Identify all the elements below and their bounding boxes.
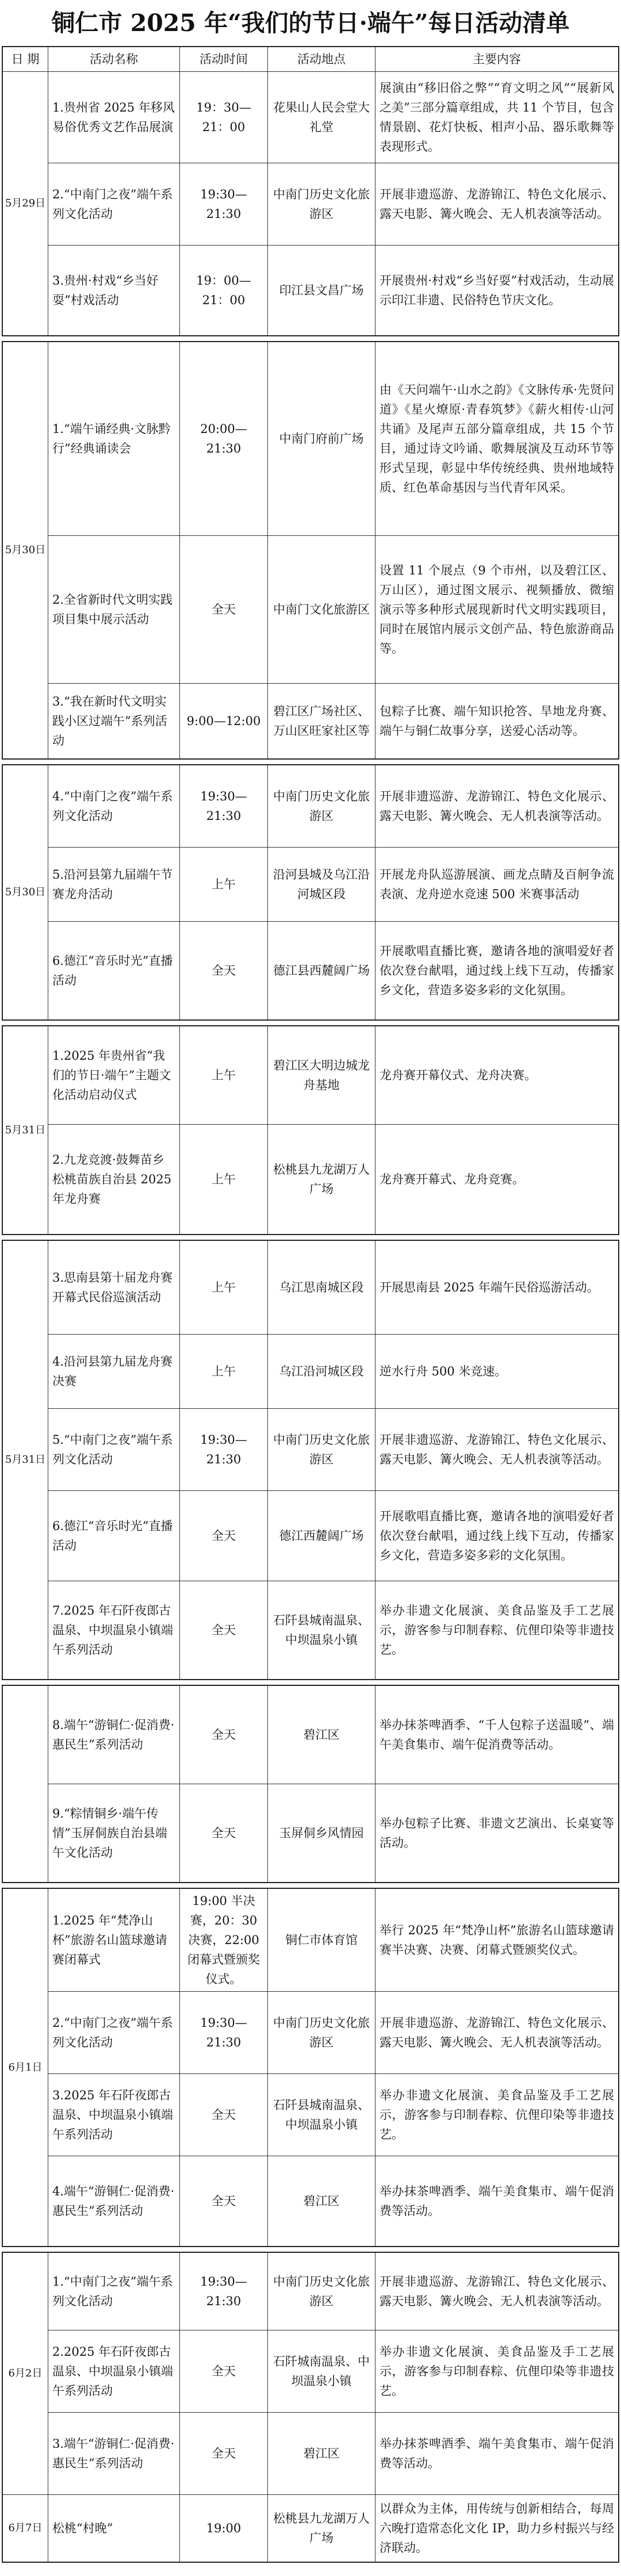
page-title: 铜仁市 2025 年“我们的节日·端午”每日活动清单 bbox=[51, 9, 570, 37]
activity-content-cell: 开展非遗巡游、龙游锦江、特色文化展示、露天电影、篝火晚会、无人机表演等活动。 bbox=[375, 2253, 618, 2330]
activity-time-cell: 19:30—21:30 bbox=[180, 2253, 267, 2330]
activity-time-cell: 全天 bbox=[180, 2156, 267, 2246]
schedule-table-block bbox=[2, 1025, 619, 1235]
activity-location-cell: 松桃县九龙湖万人广场 bbox=[268, 1125, 375, 1234]
activity-name-cell: 2.全省新时代文明实践项目集中展示活动 bbox=[48, 536, 179, 683]
activity-name-cell: 3.贵州·村戏“乡当好耍”村戏活动 bbox=[48, 246, 179, 335]
schedule-table-block bbox=[2, 1685, 619, 1883]
activity-time-cell: 上午 bbox=[180, 1125, 267, 1234]
activity-name-cell: 3.2025 年石阡夜郎古温泉、中坝温泉小镇端午系列活动 bbox=[48, 2074, 179, 2156]
activity-time-cell: 全天 bbox=[180, 2074, 267, 2156]
activity-name-cell: 2.“中南门之夜”端午系列文化活动 bbox=[48, 1992, 179, 2073]
schedule-table-block bbox=[2, 764, 619, 1021]
activity-time-cell: 19:30—21:30 bbox=[180, 1992, 267, 2073]
schedule-table-block bbox=[2, 341, 619, 760]
activity-name-cell: 9.“粽情铜乡·端午传情”玉屏侗族自治县端午文化活动 bbox=[48, 1784, 179, 1882]
activity-content-cell: 举办抹茶啤酒季、端午美食集市、端午促消费等活动。 bbox=[375, 2413, 618, 2494]
activity-location-cell: 碧江区 bbox=[268, 1686, 375, 1784]
activity-location-cell: 碧江区 bbox=[268, 2156, 375, 2246]
activity-name-cell: 1.“中南门之夜”端午系列文化活动 bbox=[48, 2253, 179, 2330]
activity-location-cell: 花果山人民会堂大礼堂 bbox=[268, 72, 375, 163]
activity-location-cell: 中南门府前广场 bbox=[268, 342, 375, 535]
date-cell: 6月2日 bbox=[3, 2253, 48, 2494]
activity-name-cell: 松桃“村晚” bbox=[48, 2495, 179, 2562]
activity-name-cell: 3.“我在新时代文明实践小区过端午”系列活动 bbox=[48, 684, 179, 758]
activity-time-cell: 全天 bbox=[180, 2330, 267, 2412]
activity-time-cell: 全天 bbox=[180, 1581, 267, 1679]
activity-content-cell: 龙舟赛开幕仪式、龙舟决赛。 bbox=[375, 1026, 618, 1124]
activity-name-cell: 4.“中南门之夜”端午系列文化活动 bbox=[48, 765, 179, 847]
activity-content-cell: 举办包粽子比赛、非遗文艺演出、长桌宴等活动。 bbox=[375, 1784, 618, 1882]
activity-location-cell: 碧江区大明边城龙舟基地 bbox=[268, 1026, 375, 1124]
activity-location-cell: 德江西麓阔广场 bbox=[268, 1491, 375, 1581]
activity-location-cell: 德江县西麓阔广场 bbox=[268, 922, 375, 1019]
activity-name-cell: 7.2025 年石阡夜郎古温泉、中坝温泉小镇端午系列活动 bbox=[48, 1581, 179, 1679]
schedule-table-block bbox=[2, 2252, 619, 2563]
activity-content-cell: 展演由“移旧俗之弊”“育文明之风”“展新风之美”三部分篇章组成，共 11 个节目，包含情景剧、花灯快板、相声小品、器乐歌舞等表现形式。 bbox=[375, 72, 618, 163]
activity-name-cell: 2.2025 年石阡夜郎古温泉、中坝温泉小镇端午系列活动 bbox=[48, 2330, 179, 2412]
activity-time-cell: 上午 bbox=[180, 848, 267, 921]
activity-location-cell: 石阡县城南温泉、中坝温泉小镇 bbox=[268, 2074, 375, 2156]
activity-name-cell: 1.贵州省 2025 年移风易俗优秀文艺作品展演 bbox=[48, 72, 179, 163]
date-cell bbox=[3, 1686, 48, 1882]
activity-time-cell: 9:00—12:00 bbox=[180, 684, 267, 758]
activity-name-cell: 3.思南县第十届龙舟赛开幕式民俗巡演活动 bbox=[48, 1241, 179, 1334]
activity-content-cell: 开展非遗巡游、龙游锦江、特色文化展示、露天电影、篝火晚会、无人机表演等活动。 bbox=[375, 765, 618, 847]
activity-time-cell: 全天 bbox=[180, 1491, 267, 1581]
activity-content-cell: 举行 2025 年“梵净山杯”旅游名山篮球邀请赛半决赛、决赛、闭幕式暨颁奖仪式。 bbox=[375, 1889, 618, 1991]
header-date-cell: 日 期 bbox=[3, 47, 48, 71]
activity-time-cell: 19:30—21:30 bbox=[180, 1409, 267, 1490]
activity-content-cell: 举办非遗文化展演、美食品鉴及手工艺展示，游客参与印制春粽、伉俚印染等非遗技艺。 bbox=[375, 1581, 618, 1679]
activity-content-cell: 龙舟赛开幕式、龙舟竞赛。 bbox=[375, 1125, 618, 1234]
activity-location-cell: 石阡城南温泉、中坝温泉小镇 bbox=[268, 2330, 375, 2412]
activity-location-cell: 中南门历史文化旅游区 bbox=[268, 1992, 375, 2073]
activity-content-cell: 设置 11 个展点（9 个市州，以及碧江区、万山区），通过图文展示、视频播放、微缩演示等多种形式展现新时代文明实践项目，同时在展馆内展示文创产品、特色旅游商品等。 bbox=[375, 536, 618, 683]
activity-name-cell: 6.德江“音乐时光”直播活动 bbox=[48, 1491, 179, 1581]
activity-location-cell: 碧江区 bbox=[268, 2413, 375, 2494]
activity-time-cell: 上午 bbox=[180, 1026, 267, 1124]
activity-location-cell: 中南门文化旅游区 bbox=[268, 536, 375, 683]
activity-location-cell: 中南门历史文化旅游区 bbox=[268, 765, 375, 847]
activity-location-cell: 沿河县城及乌江沿河城区段 bbox=[268, 848, 375, 921]
activity-content-cell: 举办抹茶啤酒季、“千人包粽子送温暖”、端午美食集市、端午促消费等活动。 bbox=[375, 1686, 618, 1784]
activity-location-cell: 铜仁市体育馆 bbox=[268, 1889, 375, 1991]
activity-location-cell: 石阡县城南温泉、中坝温泉小镇 bbox=[268, 1581, 375, 1679]
activity-time-cell: 19:30—21:30 bbox=[180, 163, 267, 245]
date-cell: 6月1日 bbox=[3, 1889, 48, 2246]
schedule-table-block bbox=[2, 46, 619, 336]
activity-content-cell: 开展贵州·村戏“乡当好耍”村戏活动，生动展示印江非遗、民俗特色节庆文化。 bbox=[375, 246, 618, 335]
date-cell: 5月31日 bbox=[3, 1241, 48, 1679]
activity-content-cell: 举办非遗文化展演、美食品鉴及手工艺展示，游客参与印制春粽、伉俚印染等非遗技艺。 bbox=[375, 2074, 618, 2156]
activity-name-cell: 5.沿河县第九届端午节赛龙舟活动 bbox=[48, 848, 179, 921]
activity-name-cell: 1.“端午诵经典·文脉黔行”经典诵读会 bbox=[48, 342, 179, 535]
date-cell: 5月30日 bbox=[3, 765, 48, 1019]
activity-time-cell: 全天 bbox=[180, 1784, 267, 1882]
activity-time-cell: 19：00—21：00 bbox=[180, 246, 267, 335]
activity-content-cell: 举办抹茶啤酒季、端午美食集市、端午促消费等活动。 bbox=[375, 2156, 618, 2246]
activity-name-cell: 1.2025 年“梵净山杯”旅游名山篮球邀请赛闭幕式 bbox=[48, 1889, 179, 1991]
activity-time-cell: 上午 bbox=[180, 1335, 267, 1408]
activity-content-cell: 逆水行舟 500 米竞速。 bbox=[375, 1335, 618, 1408]
activity-time-cell: 19:30—21:30 bbox=[180, 765, 267, 847]
activity-name-cell: 3.端午“游铜仁·促消费·惠民生”系列活动 bbox=[48, 2413, 179, 2494]
header-content-cell: 主要内容 bbox=[375, 47, 618, 71]
schedule-table-block bbox=[2, 1240, 619, 1680]
activity-name-cell: 2.九龙竞渡·鼓舞苗乡松桃苗族自治县 2025 年龙舟赛 bbox=[48, 1125, 179, 1234]
activity-time-cell: 全天 bbox=[180, 1686, 267, 1784]
activity-content-cell: 由《天问端午·山水之韵》《文脉传承·先贤问道》《星火燎原·青春筑梦》《薪火相传·山河共诵》及尾声五部分篇章组成，共 15 个节目，通过诗文吟诵、歌舞展演及互动环节等形式呈现，彰显中华传统经典、贵州地域特质、红色革命基因与当代青年风采。 bbox=[375, 342, 618, 535]
activity-name-cell: 5.“中南门之夜”端午系列文化活动 bbox=[48, 1409, 179, 1490]
activity-content-cell: 举办非遗文化展演、美食品鉴及手工艺展示，游客参与印制春粽、伉俚印染等非遗技艺。 bbox=[375, 2330, 618, 2412]
date-cell: 5月31日 bbox=[3, 1026, 48, 1234]
activity-location-cell: 中南门历史文化旅游区 bbox=[268, 1409, 375, 1490]
activity-time-cell: 上午 bbox=[180, 1241, 267, 1334]
activity-location-cell: 碧江区广场社区、万山区旺家社区等 bbox=[268, 684, 375, 758]
activity-time-cell: 全天 bbox=[180, 2413, 267, 2494]
activity-time-cell: 19：30—21：00 bbox=[180, 72, 267, 163]
activity-name-cell: 4.端午“游铜仁·促消费·惠民生”系列活动 bbox=[48, 2156, 179, 2246]
activity-location-cell: 中南门历史文化旅游区 bbox=[268, 2253, 375, 2330]
activity-name-cell: 8.端午“游铜仁·促消费·惠民生”系列活动 bbox=[48, 1686, 179, 1784]
activity-location-cell: 乌江思南城区段 bbox=[268, 1241, 375, 1334]
activity-time-cell: 20:00—21:30 bbox=[180, 342, 267, 535]
activity-location-cell: 印江县文昌广场 bbox=[268, 246, 375, 335]
activity-location-cell: 乌江沿河城区段 bbox=[268, 1335, 375, 1408]
header-name-cell: 活动名称 bbox=[48, 47, 179, 71]
header-time-cell: 活动时间 bbox=[180, 47, 267, 71]
date-cell: 5月29日 bbox=[3, 72, 48, 335]
activity-content-cell: 以群众为主体，用传统与创新相结合，每周六晚打造常态化文化 IP，助力乡村振兴与经济联动。 bbox=[375, 2495, 618, 2562]
activity-name-cell: 2.“中南门之夜”端午系列文化活动 bbox=[48, 163, 179, 245]
activity-content-cell: 开展龙舟队巡游展演、画龙点睛及百舸争流表演、龙舟逆水竞速 500 米赛事活动 bbox=[375, 848, 618, 921]
activity-content-cell: 开展非遗巡游、龙游锦江、特色文化展示、露天电影、篝火晚会、无人机表演等活动。 bbox=[375, 1409, 618, 1490]
activity-time-cell: 全天 bbox=[180, 922, 267, 1019]
activity-content-cell: 开展非遗巡游、龙游锦江、特色文化展示、露天电影、篝火晚会、无人机表演等活动。 bbox=[375, 163, 618, 245]
date-cell: 5月30日 bbox=[3, 342, 48, 758]
activity-location-cell: 玉屏侗乡风情园 bbox=[268, 1784, 375, 1882]
activity-name-cell: 1.2025 年贵州省“我们的节日·端午”主题文化活动启动仪式 bbox=[48, 1026, 179, 1124]
header-location-cell: 活动地点 bbox=[268, 47, 375, 71]
activity-content-cell: 开展思南县 2025 年端午民俗巡游活动。 bbox=[375, 1241, 618, 1334]
activity-content-cell: 开展歌唱直播比赛，邀请各地的演唱爱好者依次登台献唱，通过线上线下互动，传播家乡文化，营造多姿多彩的文化氛围。 bbox=[375, 1491, 618, 1581]
activity-schedule-table bbox=[0, 46, 621, 2563]
activity-name-cell: 4.沿河县第九届龙舟赛决赛 bbox=[48, 1335, 179, 1408]
activity-content-cell: 开展非遗巡游、龙游锦江、特色文化展示、露天电影、篝火晚会、无人机表演等活动。 bbox=[375, 1992, 618, 2073]
activity-time-cell: 19:00 bbox=[180, 2495, 267, 2562]
activity-location-cell: 中南门历史文化旅游区 bbox=[268, 163, 375, 245]
activity-content-cell: 包粽子比赛、端午知识抢答、旱地龙舟赛、端午与铜仁故事分享，送爱心活动等。 bbox=[375, 684, 618, 758]
schedule-table-block bbox=[2, 1888, 619, 2247]
activity-time-cell: 19:00 半决赛，20：30 决赛，22:00 闭幕式暨颁奖仪式。 bbox=[180, 1889, 267, 1991]
activity-name-cell: 6.德江“音乐时光”直播活动 bbox=[48, 922, 179, 1019]
activity-content-cell: 开展歌唱直播比赛，邀请各地的演唱爱好者依次登台献唱，通过线上线下互动，传播家乡文化，营造多姿多彩的文化氛围。 bbox=[375, 922, 618, 1019]
activity-time-cell: 全天 bbox=[180, 536, 267, 683]
activity-location-cell: 松桃县九龙湖万人广场 bbox=[268, 2495, 375, 2562]
date-cell: 6月7日 bbox=[3, 2495, 48, 2562]
